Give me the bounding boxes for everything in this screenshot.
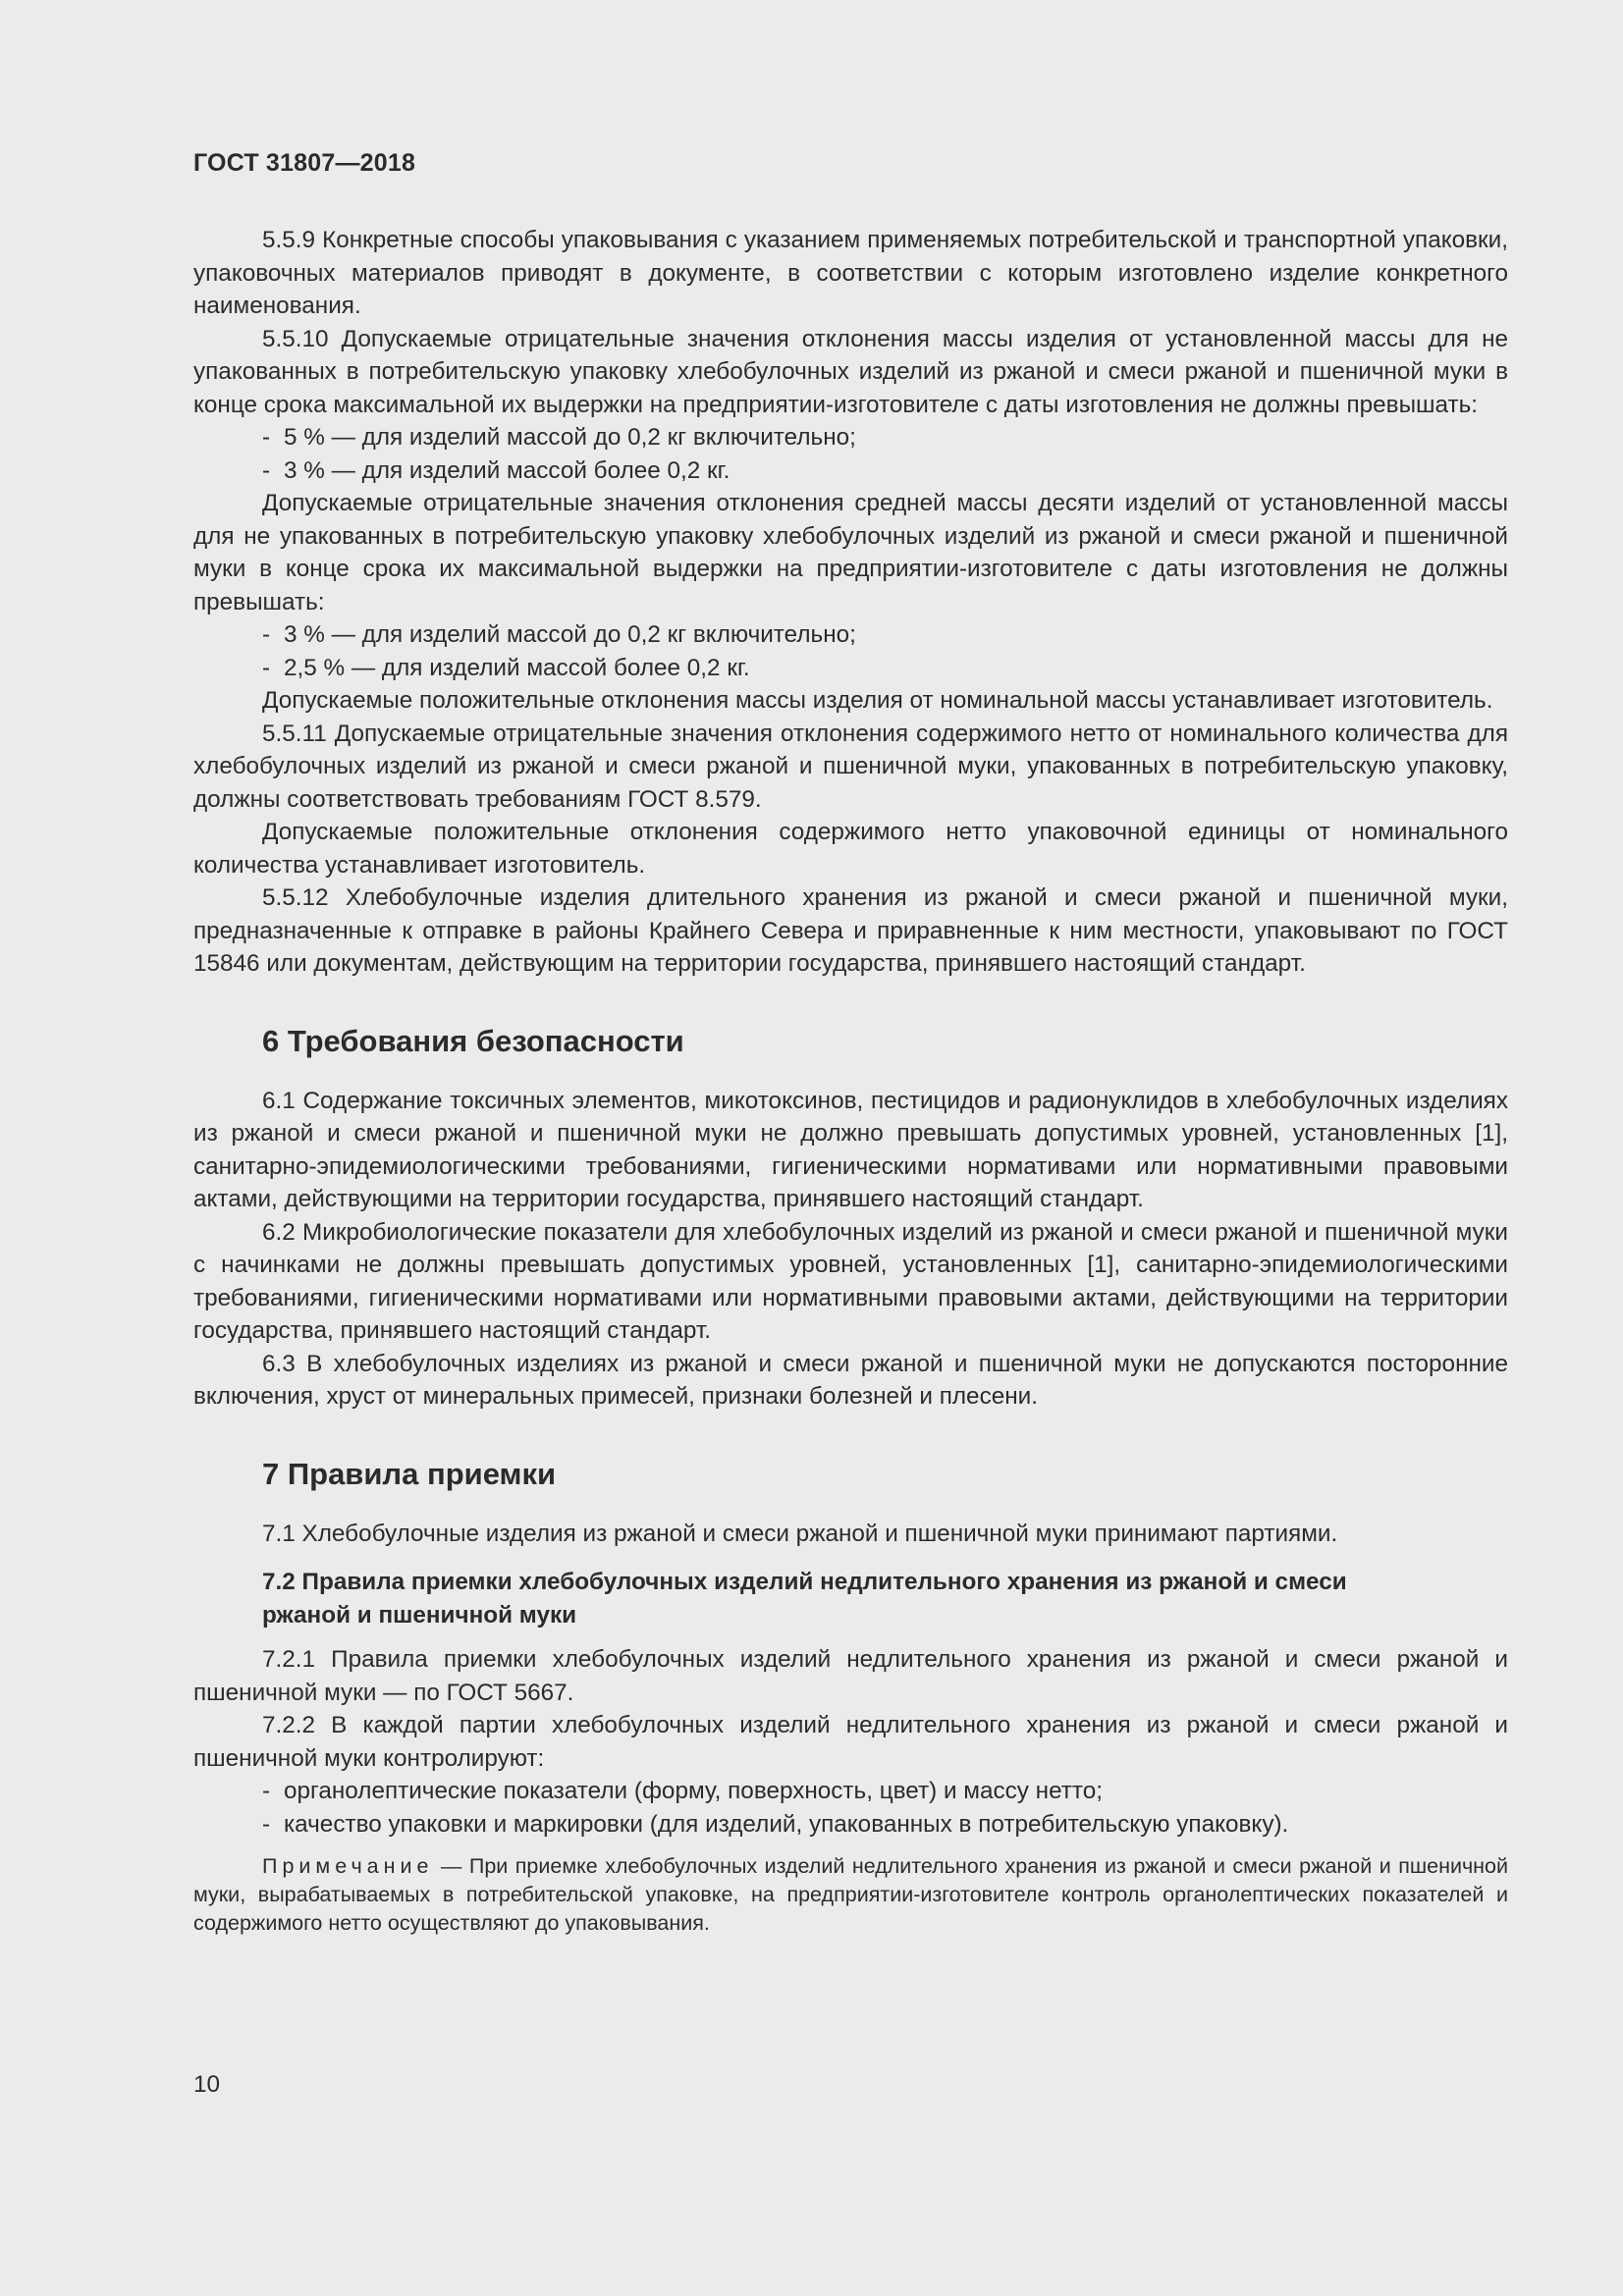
note-label: Примечание bbox=[262, 1854, 434, 1878]
paragraph-5-5-11: 5.5.11 Допускаемые отрицательные значения отклонения содержимого нетто от номинального количества для хлебобулочных изделий из ржаной и смеси ржаной и пшеничной муки, упакованных в потребительскую упаковку, должны соответствовать требованиям ГОСТ 8.579. bbox=[193, 720, 1508, 813]
list-item-text: 5 % — для изделий массой до 0,2 кг включительно; bbox=[284, 424, 856, 451]
document-code-header: ГОСТ 31807—2018 bbox=[193, 149, 416, 177]
paragraph-average-mass: Допускаемые отрицательные значения отклонения средней массы десяти изделий от установленной массы для не упакованных в потребительскую упаковку хлебобулочных изделий из ржаной и смеси ржаной и пшеничной муки в конце срока их максимальной выдержки на предприятии-изготовителе с даты изготовления не должны превышать: bbox=[193, 490, 1508, 615]
subsection-7-2-heading bbox=[193, 1566, 1508, 1631]
note bbox=[193, 1852, 1508, 1938]
list-dash: - bbox=[262, 1778, 271, 1804]
list-item-text: органолептические показатели (форму, поверхность, цвет) и массу нетто; bbox=[284, 1778, 1104, 1804]
list-item bbox=[193, 618, 1508, 652]
section-6-heading: 6 Требования безопасности bbox=[262, 1023, 684, 1058]
list-item-text: 3 % — для изделий массой более 0,2 кг. bbox=[284, 456, 730, 484]
paragraph-7-2-1: 7.2.1 Правила приемки хлебобулочных изделий недлительного хранения из ржаной и смеси ржаной и пшеничной муки — по ГОСТ 5667. bbox=[193, 1646, 1508, 1706]
list-dash: - bbox=[262, 1810, 271, 1838]
note-text: — При приемке хлебобулочных изделий недлительного хранения из ржаной и смеси ржаной и пшеничной муки, вырабатываемых в потребительской упаковке, на предприятии-изготовителе контроль органолептических показателей и содержимого нетто осуществляют до упаковывания. bbox=[193, 1854, 1508, 1935]
list-item bbox=[193, 454, 1508, 488]
paragraph-7-2-2: 7.2.2 В каждой партии хлебобулочных изделий недлительного хранения из ржаной и смеси ржаной и пшеничной муки контролируют: bbox=[193, 1712, 1508, 1772]
list-item bbox=[193, 652, 1508, 685]
paragraph-6-2: 6.2 Микробиологические показатели для хлебобулочных изделий из ржаной и смеси ржаной и пшеничной муки с начинками не должны превышать допустимых уровней, установленных [1], санитарно-эпидемиологическими требованиями, гигиеническими нормативами или нормативными правовыми актами, действующими на территории государства, принявшего настоящий стандарт. bbox=[193, 1218, 1508, 1344]
subsection-heading-line: ржаной и пшеничной муки bbox=[262, 1601, 577, 1629]
section-7-heading: 7 Правила приемки bbox=[262, 1456, 557, 1491]
paragraph-6-1: 6.1 Содержание токсичных элементов, микотоксинов, пестицидов и радионуклидов в хлебобулочных изделиях из ржаной и смеси ржаной и пшеничной муки не должно превышать допустимых уровней, установленных [1], санитарно-эпидемиологическими требованиями, гигиеническими нормативами или нормативными правовыми актами, действующими на территории государства, принявшего настоящий стандарт. bbox=[193, 1087, 1508, 1212]
paragraph-5-5-9: 5.5.9 Конкретные способы упаковывания с указанием применяемых потребительской и транспортной упаковки, упаковочных материалов приводят в документе, в соответствии с которым изготовлено изделие конкретного наименования. bbox=[193, 227, 1508, 319]
list-dash: - bbox=[262, 424, 271, 451]
list-item-text: 2,5 % — для изделий массой более 0,2 кг. bbox=[284, 654, 750, 681]
paragraph-6-3: 6.3 В хлебобулочных изделиях из ржаной и смеси ржаной и пшеничной муки не допускаются посторонние включения, хруст от минеральных примесей, признаки болезней и плесени. bbox=[193, 1350, 1508, 1410]
list-dash: - bbox=[262, 654, 271, 681]
list-item-text: качество упаковки и маркировки (для изделий, упакованных в потребительскую упаковку). bbox=[284, 1810, 1289, 1838]
list-item bbox=[193, 421, 1508, 454]
list-item bbox=[193, 1808, 1508, 1842]
paragraph-5-5-10: 5.5.10 Допускаемые отрицательные значения отклонения массы изделия от установленной массы для не упакованных в потребительскую упаковку хлебобулочных изделий из ржаной и смеси ржаной и пшеничной муки в конце срока максимальной их выдержки на предприятии-изготовителе с даты изготовления не должны превышать: bbox=[193, 325, 1508, 418]
list-dash: - bbox=[262, 621, 271, 648]
paragraph-7-1: 7.1 Хлебобулочные изделия из ржаной и смеси ржаной и пшеничной муки принимают партиями. bbox=[262, 1520, 1338, 1547]
list-dash: - bbox=[262, 456, 271, 484]
subsection-heading-line: 7.2 Правила приемки хлебобулочных изделий недлительного хранения из ржаной и смеси bbox=[262, 1569, 1347, 1595]
paragraph-5-5-12: 5.5.12 Хлебобулочные изделия длительного хранения из ржаной и смеси ржаной и пшеничной муки, предназначенные к отправке в районы Крайнего Севера и приравненные к ним местности, упаковывают по ГОСТ 15846 или документам, действующим на территории государства, принявшего настоящий стандарт. bbox=[193, 884, 1508, 977]
list-item bbox=[193, 1775, 1508, 1808]
paragraph-positive-mass: Допускаемые положительные отклонения массы изделия от номинальной массы устанавливает изготовитель. bbox=[262, 687, 1493, 714]
document-body bbox=[193, 224, 1508, 1938]
page-number: 10 bbox=[193, 2071, 221, 2098]
paragraph-positive-net: Допускаемые положительные отклонения содержимого нетто упаковочной единицы от номинального количества устанавливает изготовитель. bbox=[193, 819, 1508, 879]
list-item-text: 3 % — для изделий массой до 0,2 кг включительно; bbox=[284, 621, 856, 648]
